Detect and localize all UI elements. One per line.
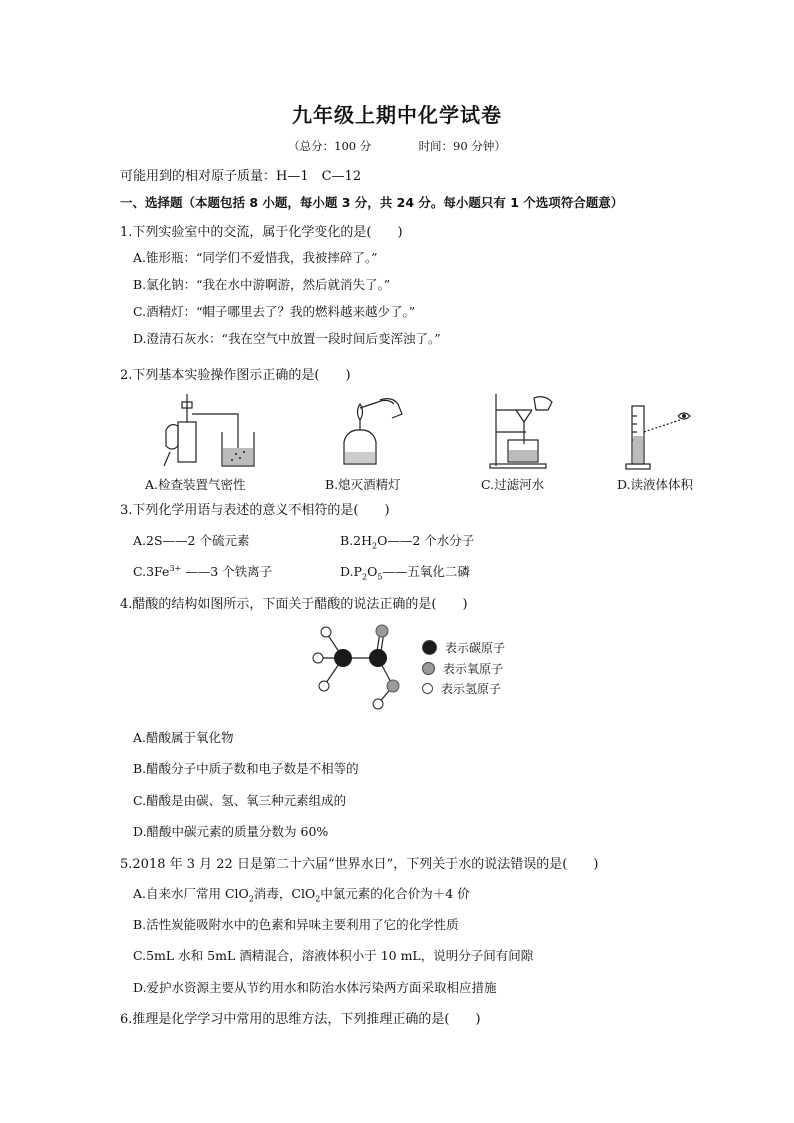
q3-option-a: A.2S——2 个硫元素 [133, 533, 250, 548]
filtration-figure [486, 392, 556, 470]
q5-stem: 5.2018 年 3 月 22 日是第二十六届“世界水日”，下列关于水的说法错误的是( ) [120, 857, 599, 872]
q1-option-c: C.酒精灯：“帽子哪里去了？我的燃料越来越少了。” [133, 304, 416, 319]
exam-time: 时间：90 分钟） [418, 139, 506, 153]
q5-option-b: B.活性炭能吸附水中的色素和异味主要利用了它的化学性质 [133, 917, 459, 932]
oxygen-atom [387, 680, 399, 692]
q5-option-a: A.自来水厂常用 ClO$_2$消毒，ClO$_2$中氯元素的化合价为＋4 价 [133, 886, 470, 904]
q1-option-d: D.澄清石灰水：“我在空气中放置一段时间后变浑浊了。” [133, 331, 441, 346]
carbon-legend-icon [422, 640, 437, 655]
airtightness-check-figure [158, 392, 258, 470]
q1-stem: 1.下列实验室中的交流，属于化学变化的是( ) [120, 225, 403, 240]
q1-option-b: B.氯化钠：“我在水中游啊游，然后就消失了。” [133, 277, 391, 292]
oxygen-legend-icon [422, 662, 435, 675]
acetic-acid-molecule-figure [308, 620, 408, 712]
q6-stem: 6.推理是化学学习中常用的思维方法，下列推理正确的是( ) [120, 1012, 481, 1027]
q3-option-c: $C.3Fe^{3+}$ ——3 个铁离子 [133, 563, 273, 579]
q2-caption-c: C.过滤河水 [481, 477, 545, 492]
q2-caption-a: A.检查装置气密性 [145, 477, 246, 492]
hydrogen-atom [321, 627, 331, 637]
legend-hydrogen: 表示氢原子 [422, 680, 501, 697]
hydrogen-atom [319, 681, 329, 691]
q4-option-c: C.醋酸是由碳、氢、氧三种元素组成的 [133, 793, 347, 808]
atomic-mass-note: 可能用到的相对原子质量：H—1 C—12 [120, 169, 362, 184]
hydrogen-atom [373, 699, 383, 709]
section-heading: 一、选择题（本题包括 8 小题，每小题 3 分，共 24 分。每小题只有 1 个选项符合题意） [120, 195, 624, 210]
q3-option-d: $D.P_2O_5——$五氧化二磷 [340, 564, 470, 582]
hydrogen-legend-icon [422, 683, 433, 694]
legend-oxygen: 表示氧原子 [422, 660, 503, 677]
hydrogen-atom [313, 653, 323, 663]
exam-title: 九年级上期中化学试卷 [292, 103, 502, 127]
q4-option-b: B.醋酸分子中质子数和电子数是不相等的 [133, 761, 359, 776]
q4-option-a: A.醋酸属于氧化物 [133, 730, 234, 745]
read-volume-figure [622, 402, 692, 472]
carbon-atom [334, 649, 352, 667]
q2-caption-d: D.读液体体积 [617, 477, 694, 492]
q3-option-b: $B.2H_2O——2$ 个水分子 [340, 533, 475, 551]
extinguish-lamp-figure [330, 398, 410, 470]
q3-stem: 3.下列化学用语与表述的意义不相符的是( ) [120, 503, 390, 518]
carbon-atom [369, 649, 387, 667]
q2-caption-b: B.熄灭酒精灯 [325, 477, 401, 492]
oxygen-atom [376, 625, 388, 637]
total-score: （总分：100 分 [288, 139, 372, 153]
q5-option-c: C.5mL 水和 5mL 酒精混合，溶液体积小于 10 mL，说明分子间有间隙 [133, 948, 534, 963]
exam-subtitle [0, 138, 794, 154]
q1-option-a: A.锥形瓶：“同学们不爱惜我，我被摔碎了。” [133, 250, 378, 265]
q4-stem: 4.醋酸的结构如图所示，下面关于醋酸的说法正确的是( ) [120, 597, 468, 612]
q2-stem: 2.下列基本实验操作图示正确的是( ) [120, 368, 351, 383]
q5-option-d: D.爱护水资源主要从节约用水和防治水体污染两方面采取相应措施 [133, 980, 497, 995]
q4-option-d: D.醋酸中碳元素的质量分数为 60% [133, 824, 329, 839]
legend-carbon: 表示碳原子 [422, 639, 505, 656]
